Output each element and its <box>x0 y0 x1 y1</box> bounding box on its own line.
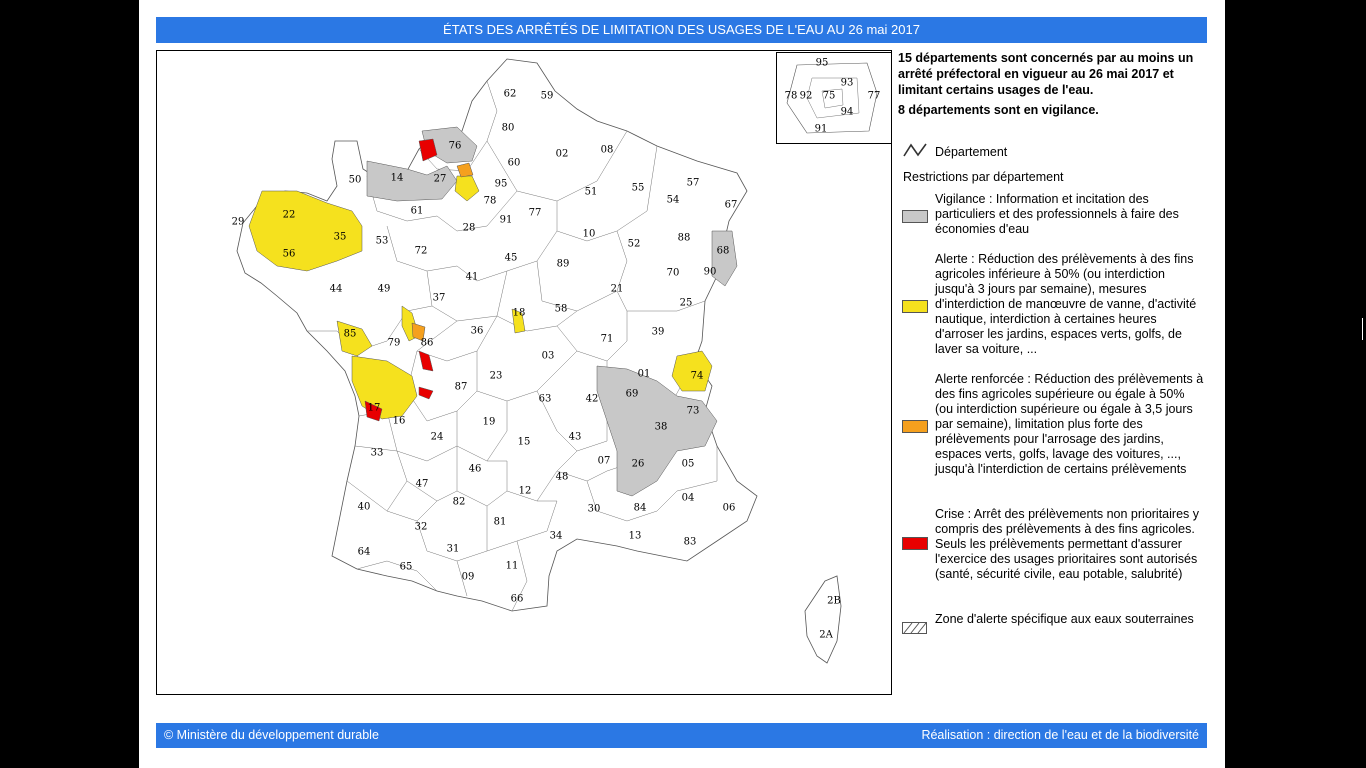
dept-label: 43 <box>568 431 582 443</box>
dept-label: 77 <box>528 207 542 219</box>
vigilance-swatch <box>902 210 928 223</box>
alerte-renforcee-swatch <box>902 420 928 433</box>
dept-label: 18 <box>512 307 526 319</box>
inset-label-92: 92 <box>799 90 813 102</box>
alerte-text: Alerte : Réduction des prélèvements à des fins agricoles inférieure à 50% (ou interdiction jusqu'à 3 jours par semaine), mesures d'interdiction de manœuvre de vanne, d'activité nautique, interdiction à certaines heures d'arroser les jardins, espaces verts, golfs, de laver sa voiture, ... <box>935 252 1197 356</box>
dept-label: 95 <box>494 178 508 190</box>
dept-label: 10 <box>582 228 596 240</box>
dept-label: 81 <box>493 516 507 528</box>
dept-label: 25 <box>679 297 693 309</box>
summary-block <box>898 50 1208 122</box>
alerte-renforcee-text: Alerte renforcée : Réduction des prélèvements à des fins agricoles supérieure ou égale à 50% (ou interdiction supérieure ou égale à 3,5 jours par semaine), limitation plus forte des prélèvements pour l'arrosage des jardins, espaces verts, golfs, lavage des voitures, ..., jusqu'à l'interdiction de certains prélèvements <box>935 372 1204 476</box>
ile-de-france-inset <box>776 52 892 144</box>
inset-label-75: 75 <box>822 90 836 102</box>
france-map <box>156 50 892 695</box>
dept-label: 34 <box>549 530 563 542</box>
dept-label: 2A <box>819 629 833 641</box>
alerte-swatch <box>902 300 928 313</box>
dept-label: 70 <box>666 267 680 279</box>
dept-label: 31 <box>446 543 460 555</box>
dept-label: 19 <box>482 416 496 428</box>
dept-label: 82 <box>452 496 466 508</box>
dept-label: 78 <box>483 195 497 207</box>
dept-label: 63 <box>538 393 552 405</box>
dept-label: 21 <box>610 283 624 295</box>
footer-credit: Réalisation : direction de l'eau et de la biodiversité <box>921 728 1199 742</box>
dept-label: 69 <box>625 388 639 400</box>
dept-label: 42 <box>585 393 599 405</box>
dept-label: 41 <box>465 271 479 283</box>
dept-label: 14 <box>390 172 404 184</box>
dept-label: 85 <box>343 328 357 340</box>
dept-label: 32 <box>414 521 428 533</box>
inset-label-93: 93 <box>840 77 854 89</box>
dept-label: 61 <box>410 205 424 217</box>
department-line-icon <box>902 142 930 158</box>
crise-swatch <box>902 537 928 550</box>
dept-label: 72 <box>414 245 428 257</box>
dept-label: 44 <box>329 283 343 295</box>
dept-label: 55 <box>631 182 645 194</box>
dept-label: 02 <box>555 148 569 160</box>
legend-item-vigilance <box>900 192 1210 242</box>
footer-bar <box>156 723 1207 748</box>
dept-label: 90 <box>703 266 717 278</box>
dept-label: 59 <box>540 90 554 102</box>
inset-label-95: 95 <box>815 57 829 69</box>
dept-label: 51 <box>584 186 598 198</box>
map-title: ÉTATS DES ARRÊTÉS DE LIMITATION DES USAGES DE L'EAU AU 26 mai 2017 <box>156 17 1207 43</box>
dept-label: 80 <box>501 122 515 134</box>
legend-item-souterraines <box>900 612 1210 647</box>
dept-label: 64 <box>357 546 371 558</box>
dept-label: 40 <box>357 501 371 513</box>
dept-label: 07 <box>597 455 611 467</box>
dept-label: 52 <box>627 238 641 250</box>
dept-label: 05 <box>681 458 695 470</box>
dept-label: 09 <box>461 571 475 583</box>
text-cursor-icon <box>1362 318 1366 340</box>
dept-label: 38 <box>654 421 668 433</box>
dept-label: 03 <box>541 350 555 362</box>
dept-label: 86 <box>420 337 434 349</box>
dept-label: 08 <box>600 144 614 156</box>
legend-item-crise <box>900 507 1210 602</box>
dept-label: 39 <box>651 326 665 338</box>
dept-label: 35 <box>333 231 347 243</box>
dept-label: 11 <box>505 560 519 572</box>
corsica-outline <box>805 576 841 663</box>
map-svg <box>157 51 891 694</box>
footer-copyright: © Ministère du développement durable <box>164 728 379 742</box>
dept-label: 88 <box>677 232 691 244</box>
dept-label: 53 <box>375 235 389 247</box>
inset-label-77: 77 <box>867 90 881 102</box>
dept-label: 17 <box>367 402 381 414</box>
dept-label: 66 <box>510 593 524 605</box>
dept-label: 2B <box>827 595 841 607</box>
dept-label: 22 <box>282 209 296 221</box>
legend-departement-label: Département <box>935 145 1008 159</box>
dept-label: 23 <box>489 370 503 382</box>
souterraines-text: Zone d'alerte spécifique aux eaux souterraines <box>935 612 1194 626</box>
summary-concerned: 15 départements sont concernés par au moins un arrêté préfectoral en vigueur au 26 mai 2017 et limitant certains usages de l'eau. <box>898 51 1194 97</box>
dept-label: 91 <box>499 214 513 226</box>
dept-label: 49 <box>377 283 391 295</box>
legend-item-alerte-renforcee <box>900 372 1210 497</box>
dept-label: 50 <box>348 174 362 186</box>
crise-text: Crise : Arrêt des prélèvements non prioritaires y compris des prélèvements à des fins agricoles. Seuls les prélèvements permettant d'assurer l'exercice des usages prioritaires sont autorisés (santé, sécurité civile, eau potable, salubrité) <box>935 507 1199 581</box>
dept-label: 62 <box>503 88 517 100</box>
dept-label: 29 <box>231 216 245 228</box>
dept-label: 65 <box>399 561 413 573</box>
dept-label: 04 <box>681 492 695 504</box>
legend-departement-row <box>900 142 1210 162</box>
dept-label: 56 <box>282 248 296 260</box>
inset-label-78: 78 <box>784 90 798 102</box>
dept-label: 15 <box>517 436 531 448</box>
dept-label: 73 <box>686 405 700 417</box>
dept-label: 83 <box>683 536 697 548</box>
dept-label: 12 <box>518 485 532 497</box>
dept-label: 79 <box>387 337 401 349</box>
dept-label: 74 <box>690 370 704 382</box>
dept-label: 84 <box>633 502 647 514</box>
dept-label: 87 <box>454 381 468 393</box>
dept-label: 33 <box>370 447 384 459</box>
inset-label-94: 94 <box>840 106 854 118</box>
summary-vigilance: 8 départements sont en vigilance. <box>898 103 1099 117</box>
inset-label-91: 91 <box>814 123 828 135</box>
dept-label: 57 <box>686 177 700 189</box>
dept-label: 60 <box>507 157 521 169</box>
dept-label: 27 <box>433 173 447 185</box>
dept-label: 54 <box>666 194 680 206</box>
dept-label: 68 <box>716 245 730 257</box>
france-outline <box>237 59 757 611</box>
dept-label: 48 <box>555 471 569 483</box>
dept-label: 36 <box>470 325 484 337</box>
vigilance-text: Vigilance : Information et incitation des particuliers et des professionnels à faire des économies d'eau <box>935 192 1179 236</box>
dept-label: 71 <box>600 333 614 345</box>
dept-label: 45 <box>504 252 518 264</box>
hatched-swatch-icon <box>902 622 928 635</box>
dept-label: 01 <box>637 368 651 380</box>
dept-label: 26 <box>631 458 645 470</box>
legend-restrictions-header <box>900 170 1210 188</box>
restrictions-header-text: Restrictions par département <box>903 170 1064 184</box>
legend-item-alerte <box>900 252 1210 362</box>
dept-label: 76 <box>448 140 462 152</box>
dept-label: 58 <box>554 303 568 315</box>
dept-label: 67 <box>724 199 738 211</box>
dept-label: 46 <box>468 463 482 475</box>
dept-label: 16 <box>392 415 406 427</box>
dept-label: 13 <box>628 530 642 542</box>
dept-label: 24 <box>430 431 444 443</box>
dept-label: 06 <box>722 502 736 514</box>
dept-label: 47 <box>415 478 429 490</box>
dept-label: 37 <box>432 292 446 304</box>
dept-label: 30 <box>587 503 601 515</box>
dept-label: 89 <box>556 258 570 270</box>
dept-label: 28 <box>462 222 476 234</box>
